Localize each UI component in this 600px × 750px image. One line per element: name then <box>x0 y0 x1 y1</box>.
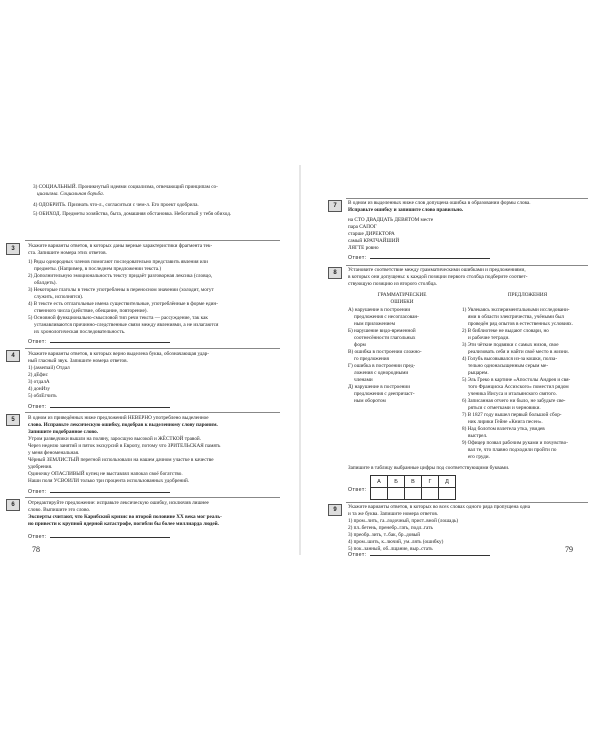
col1-line: членами <box>354 377 373 383</box>
task-line: Через неделю занятий и пяток экскурсий в Европу, потому что ЗРИТЕЛЬСКАЯ память <box>28 443 221 449</box>
answer-field[interactable] <box>28 487 170 496</box>
table-letter: Б <box>388 476 405 488</box>
table-cell[interactable] <box>371 488 388 500</box>
task-line: Запишите подобранное слово. <box>28 429 98 435</box>
task-line: слово. Исправьте лексическую ошибку, подобрав к выделенному слову пароним. <box>28 422 218 428</box>
task-line: удобрения. <box>28 464 53 470</box>
col2-line: ями в области электричества, учёными был <box>468 314 565 320</box>
task-separator <box>25 412 280 413</box>
task-4-block <box>28 351 283 400</box>
col2-line: 8) Над болотом взлетела утка, увидев <box>462 426 545 432</box>
col2-line: тельно однонасыщенным серым ме- <box>468 363 549 369</box>
table-letter: В <box>405 476 422 488</box>
col1-line: В) ошибка в построении сложно- <box>348 349 422 355</box>
col2-items <box>462 307 592 461</box>
task-number: 8 <box>328 267 342 279</box>
col2-line: выстрел. <box>468 433 488 439</box>
col1-header <box>348 292 456 306</box>
col2-line: 4) Голубь высовывался из-за кошки, полза- <box>462 356 558 362</box>
task-line: 2) Дополнительную эмоциональность тексту придаёт разговорная лексика (словцо, <box>28 273 213 279</box>
col2-header: ПРЕДЛОЖЕНИЯ <box>507 292 548 298</box>
task-8-intro <box>348 267 588 288</box>
answer-label: Ответ: <box>28 489 47 495</box>
col2-line: рыцарем. <box>468 370 489 376</box>
col2-line: 5) Эль Греко в картине «Апостолы Андрея и свя- <box>462 377 571 383</box>
col1-line: предложения с деепричаст- <box>354 391 415 397</box>
task-line: их хронологическая последовательность. <box>34 329 126 335</box>
task-line: ЛЯГТЕ ровно <box>348 245 379 251</box>
answer-field[interactable] <box>28 337 170 346</box>
col1-line: предложения с несогласован- <box>354 314 419 320</box>
task-line: Укажите варианты ответов, в которых верно выделена буква, обозначающая удар- <box>28 351 210 357</box>
col2-line: 3) Эти чёткие подвязки с самых низов, свое <box>462 342 559 348</box>
page-number-left: 78 <box>32 545 40 554</box>
col2-line: 7) В 1827 году вышел первый большой сбор- <box>462 412 562 418</box>
task-6-block <box>28 500 283 528</box>
intro-line: 5) ОБИХОД. Предметы хозяйства, быта, домашняя обстановка. Небогатый у тебя обиход. <box>33 211 232 217</box>
task-line: 5) облЕгчить <box>28 393 57 399</box>
task-line: 1) пром..лить, га..лодочный, прист..вной (лошадь) <box>348 518 459 524</box>
col2-line: 2) В библиотеке не выдают словари, но <box>462 328 549 334</box>
task-line: слово. Выпишите это слово. <box>28 507 91 513</box>
task-line: Наши поля УСВОИЛИ только три процента использованных удобрений. <box>28 478 190 484</box>
task-line: 1) Ряды однородных членов помогают последовательно представить явления или <box>28 259 208 265</box>
col2-line: 9) Офицер позвал рабочим руками и почувство- <box>462 440 568 446</box>
answer-line[interactable] <box>370 550 490 556</box>
task-line: обалдеть). <box>34 280 57 286</box>
right-page <box>300 0 600 750</box>
task-line: ствующую позицию из второго столбца. <box>348 281 437 287</box>
answer-label: Ответ: <box>348 487 367 493</box>
table-letter: А <box>371 476 388 488</box>
answer-label: Ответ: <box>28 534 47 540</box>
col1-line: ным приложением <box>354 321 395 327</box>
task-line: В одном из приведённых ниже предложений НЕВЕРНО употреблено выделенное <box>28 415 209 421</box>
task-number: 7 <box>328 200 342 212</box>
task-line: предметы. (Например, в последнем предложении текста.) <box>34 266 162 272</box>
task-line: 4) В тексте есть отглагольные имена существительные, употреблённые в форме един- <box>28 301 218 307</box>
task-7-block <box>348 200 588 252</box>
intro-line: 4) ОДОБРИТЬ. Признать что-л., согласиться с чем-л. Его проект одобрила. <box>33 202 199 208</box>
answer-line[interactable] <box>50 337 170 343</box>
task-line: старше ДИРЕКТОРА <box>348 231 395 237</box>
answer-field[interactable] <box>28 532 170 541</box>
table-header-row <box>371 476 456 488</box>
col2-line: его груди. <box>468 454 490 460</box>
col2-line: проведён ряд опытов в естественных условиях. <box>468 321 573 327</box>
answer-line[interactable] <box>50 402 170 408</box>
task-line: Одиночку ОПАСЛИВЫЙ купец не выставлял напоказ своё богатство. <box>28 471 183 477</box>
task-5-block <box>28 415 283 485</box>
task-number: 6 <box>6 499 20 511</box>
answer-label: Ответ: <box>28 339 47 345</box>
task-line: 5) Основной функционально-смысловой тип речи текста — рассуждение, так как <box>28 315 208 321</box>
answer-label: Ответ: <box>348 255 367 261</box>
col1-line: ным оборотом <box>354 398 386 404</box>
col2-line: вал те, что плавно подходили пройти по <box>468 447 557 453</box>
task-line: но привести к крупной ядерной катастрофе, погибли бы более миллиарда людей. <box>28 521 219 527</box>
task-separator <box>346 198 588 199</box>
task-line: 4) донИзу <box>28 386 50 392</box>
table-intro: Запишите в таблицу выбранные цифры под соответствующими буквами. <box>348 465 510 471</box>
task-line: 2) дЕфис <box>28 372 48 378</box>
task-line: Эксперты считают, что Карибский кризис во второй половине XX века мог реаль- <box>28 514 222 520</box>
col1-line: Б) нарушение видо-временной <box>348 328 416 334</box>
col2-line: 1) Увлекаясь экспериментальными исследовани- <box>462 307 570 313</box>
col1-line: соотнесённости глагольных <box>354 335 416 341</box>
task-number: 3 <box>6 243 20 255</box>
col2-line: ряться с отметками и черновики. <box>468 405 541 411</box>
task-line: самый КРАТЧАЙШИЙ <box>348 238 400 244</box>
col2-line: ник лирики Гейне «Книга песен». <box>468 419 543 425</box>
task-line: 3) отдалА <box>28 379 50 385</box>
col2-line: того Франциска Ассизского» поместил рядом <box>468 384 569 390</box>
answer-field[interactable] <box>348 253 490 262</box>
table-cell[interactable] <box>388 488 405 500</box>
task-line: ный гласный звук. Запишите номера ответов. <box>28 358 128 364</box>
task-line: 3) Некоторые глаголы в тексте употреблены в переносном значении (холодит, могут <box>28 287 214 293</box>
col2-line: и рабочие тетради. <box>468 335 510 341</box>
answer-field[interactable] <box>28 402 170 411</box>
task-line: Установите соответствие между грамматическими ошибками и предложениями, <box>348 267 526 273</box>
task-3-block <box>28 243 283 336</box>
task-separator <box>346 502 588 503</box>
task-line: В одном из выделенных ниже слов допущена ошибка в образовании формы слова. <box>348 200 531 206</box>
col1-line: Г) ошибка в построении пред- <box>348 363 416 369</box>
col-header-line: ГРАММАТИЧЕСКИЕ <box>377 292 427 298</box>
col1-items <box>348 307 456 405</box>
task-line: у меня феноменальная. <box>28 450 80 456</box>
col1-line: Д) нарушение в построении <box>348 384 410 390</box>
task-9-block <box>348 504 588 553</box>
table-answer-row[interactable] <box>371 488 456 500</box>
task-line: Утром разведчики вышли на поляну, заросшую высокой и ЖЁСТКОЙ травой. <box>28 436 202 442</box>
task-line: Укажите варианты ответов, в которых во всех словах одного ряда пропущена одна <box>348 504 531 510</box>
col2-line: реализовать себя и найти своё место в жизни. <box>468 349 569 355</box>
task-separator <box>25 497 280 498</box>
col-header-line: ОШИБКИ <box>390 299 414 305</box>
answer-line[interactable] <box>50 532 170 538</box>
table-letter: Г <box>422 476 439 488</box>
task-line: Отредактируйте предложение: исправьте лексическую ошибку, исключив лишнее <box>28 500 209 506</box>
col1-line: А) нарушение в построении <box>348 307 411 313</box>
task-line: Исправьте ошибку и запишите слово правильно. <box>348 207 464 213</box>
task-line: в которых они допущены: к каждой позиции первого столбца подберите соответ- <box>348 274 528 280</box>
task-line: ста. Запишите номера этих ответов. <box>28 250 107 256</box>
table-cell[interactable] <box>422 488 439 500</box>
task-separator <box>25 348 280 349</box>
task-number: 4 <box>6 350 20 362</box>
intro-line: циализма. Социальная борьба. <box>37 191 104 197</box>
task-line: 4) пром..шить, к..лючий, ум..лять (ошибку) <box>348 539 444 545</box>
task-line: 2) пл..бетень, пренебр..гать, подл..гать <box>348 525 433 531</box>
answer-table <box>370 475 456 500</box>
task-line: 5) пок..занный, об..лщание, выр..стать <box>348 546 433 552</box>
col1-line: го предложения <box>354 356 389 362</box>
table-cell[interactable] <box>439 488 456 500</box>
task-separator <box>346 265 588 266</box>
answer-label: Ответ: <box>28 404 47 410</box>
task-line: пара САПОГ <box>348 224 377 230</box>
task-line: 3) преобр..зить, т..бак, бр..довый <box>348 532 421 538</box>
answer-label: Ответ: <box>348 552 367 558</box>
intro-block <box>33 184 278 218</box>
col2-line: ученика Иисуса и итальянского святого. <box>468 391 557 397</box>
task-separator <box>25 240 280 241</box>
page-number-right: 79 <box>565 545 573 554</box>
task-line: 1) (assemail) Отдал <box>28 365 70 371</box>
task-line: Чёрный ЗЕМЛИСТЫЙ перегной использовали на нашем дачном участке в качестве <box>28 457 214 463</box>
task-number: 9 <box>328 504 342 516</box>
answer-line[interactable] <box>50 487 170 493</box>
task-line: устанавливаются причинно-следственные связи между явлениями, а не излагаются <box>34 322 219 328</box>
table-letter: Д <box>439 476 456 488</box>
col2-line: 6) Записанная отчего ни было, не забудьте све- <box>462 398 566 404</box>
task-line: ственного числа (действие, обещание, повторение). <box>34 308 148 314</box>
col1-line: форм <box>354 342 366 348</box>
task-line: на СТО ДВАДЦАТЬ ДЕВЯТОМ месте <box>348 217 434 223</box>
table-cell[interactable] <box>405 488 422 500</box>
task-line: служить, исполнятся). <box>34 294 84 300</box>
intro-line: 3) СОЦИАЛЬНЫЙ. Проникнутый идеями социализма, отвечающий принципам со- <box>33 184 218 190</box>
answer-line[interactable] <box>370 253 490 259</box>
task-line: Укажите варианты ответов, в которых даны верные характеристики фрагмента тек- <box>28 243 213 249</box>
task-number: 5 <box>6 414 20 426</box>
task-line: и та же буква. Запишите номера ответов. <box>348 511 439 517</box>
answer-field[interactable] <box>348 550 490 559</box>
col1-line: ложения с однородными <box>354 370 409 376</box>
